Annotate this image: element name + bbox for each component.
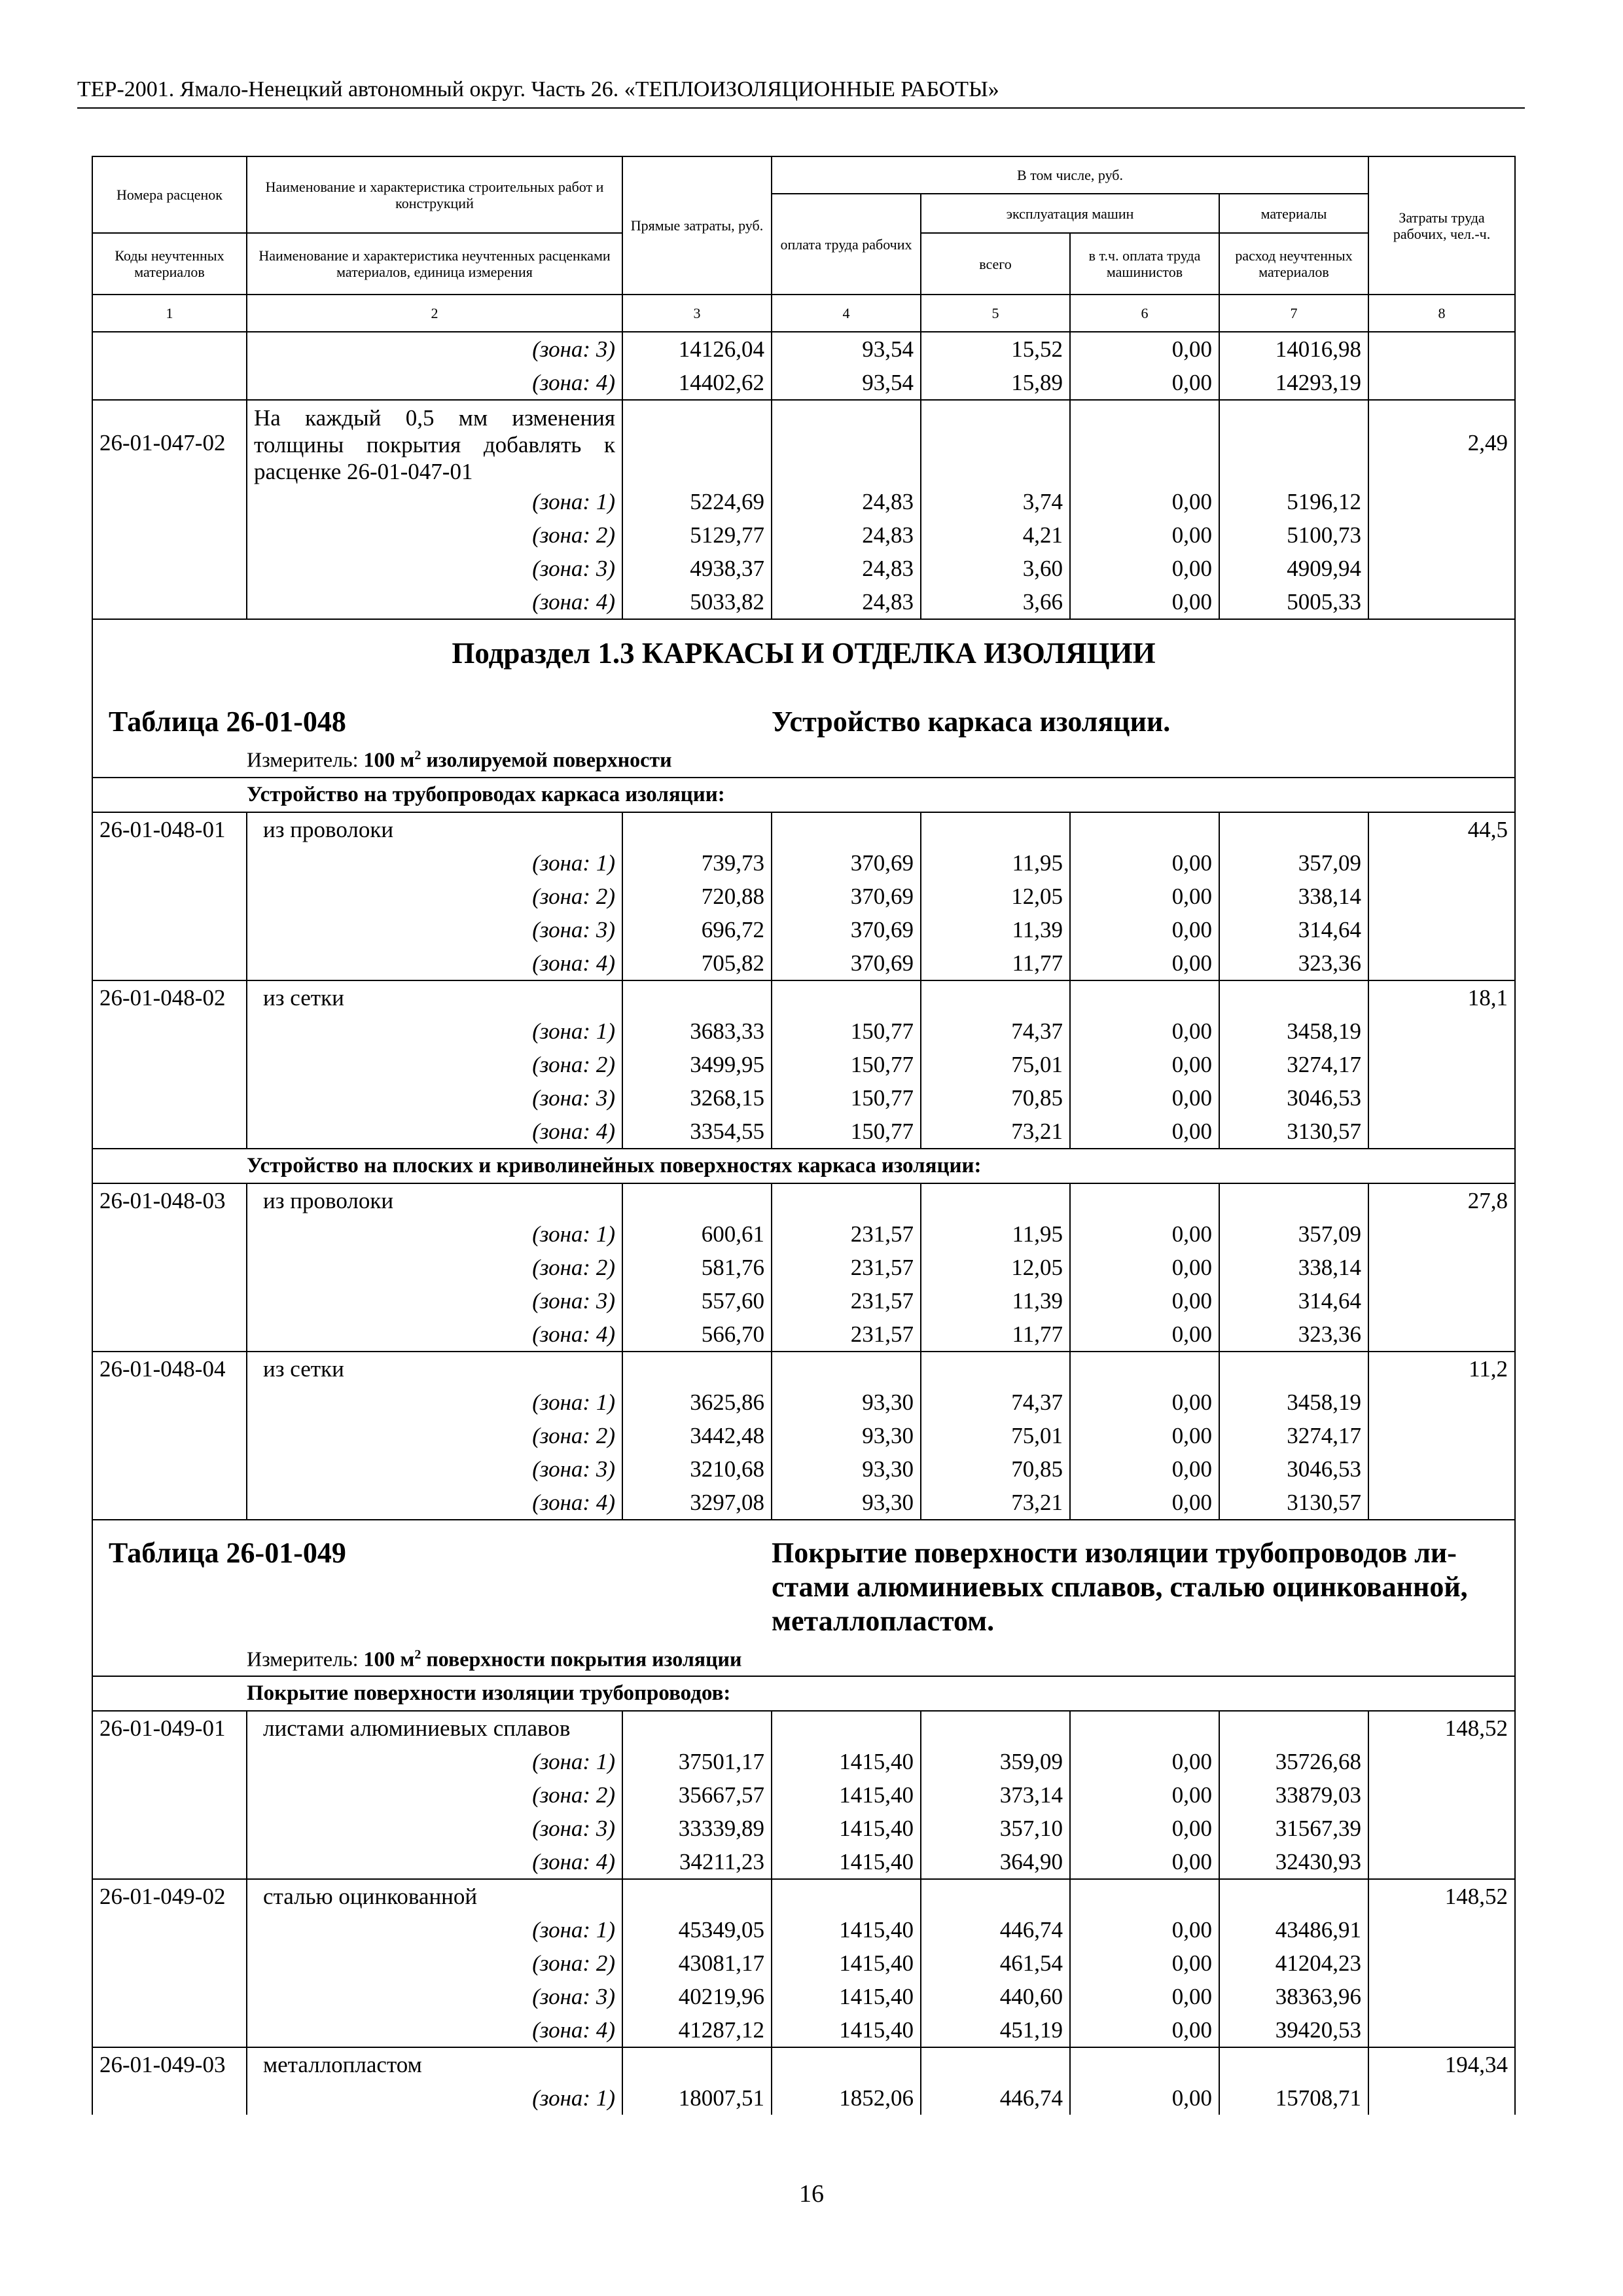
value-cell: 314,64 bbox=[1219, 913, 1368, 946]
table-row bbox=[92, 2047, 1515, 2081]
rate-name: из сетки bbox=[247, 980, 622, 1014]
value-cell: 0,00 bbox=[1070, 1386, 1219, 1419]
value-cell: 357,09 bbox=[1219, 1217, 1368, 1251]
value-cell: 70,85 bbox=[921, 1452, 1070, 1486]
value-cell: 557,60 bbox=[622, 1284, 772, 1318]
value-cell: 1415,40 bbox=[772, 1845, 921, 1879]
value-cell: 739,73 bbox=[622, 846, 772, 880]
value-cell: 40219,96 bbox=[622, 1980, 772, 2013]
rate-name: металлопластом bbox=[247, 2047, 622, 2081]
value-cell: 370,69 bbox=[772, 880, 921, 913]
table-row bbox=[92, 400, 1515, 485]
value-cell: 11,39 bbox=[921, 913, 1070, 946]
value-cell: 0,00 bbox=[1070, 846, 1219, 880]
value-cell: 0,00 bbox=[1070, 1913, 1219, 1946]
table-label: Таблица 26-01-048 bbox=[92, 705, 772, 739]
subsection-title: Подраздел 1.3 КАРКАСЫ И ОТДЕЛКА ИЗОЛЯЦИИ bbox=[92, 619, 1515, 676]
value-cell: 440,60 bbox=[921, 1980, 1070, 2013]
value-cell: 357,10 bbox=[921, 1812, 1070, 1845]
zone-label: (зона: 4) bbox=[247, 2013, 622, 2047]
zone-label: (зона: 2) bbox=[247, 1251, 622, 1284]
value-cell: 3458,19 bbox=[1219, 1386, 1368, 1419]
value-cell: 0,00 bbox=[1070, 1845, 1219, 1879]
value-cell: 323,36 bbox=[1219, 1318, 1368, 1352]
table-row: (зона: 1) 5224,69 24,83 3,74 0,00 5196,12 bbox=[92, 485, 1515, 518]
rate-code: 26-01-047-02 bbox=[92, 400, 247, 485]
zone-label: (зона: 4) bbox=[247, 946, 622, 980]
value-cell: 11,95 bbox=[921, 846, 1070, 880]
zone-row bbox=[92, 1486, 1515, 1520]
value-cell: 0,00 bbox=[1070, 1014, 1219, 1048]
table-row bbox=[92, 1352, 1515, 1386]
rate-labor: 2,49 bbox=[1368, 400, 1515, 485]
rate-labor: 194,34 bbox=[1368, 2047, 1515, 2081]
value-cell: 3046,53 bbox=[1219, 1452, 1368, 1486]
value-cell: 0,00 bbox=[1070, 1048, 1219, 1081]
zone-row bbox=[92, 1251, 1515, 1284]
rate-name: листами алюминиевых сплавов bbox=[247, 1711, 622, 1745]
zone-row bbox=[92, 846, 1515, 880]
value-cell: 446,74 bbox=[921, 2081, 1070, 2115]
value-cell: 33879,03 bbox=[1219, 1778, 1368, 1812]
group-heading: Устройство на плоских и криволинейных поверхностях каркаса изоляции: bbox=[247, 1149, 1515, 1183]
zone-row bbox=[92, 1386, 1515, 1419]
rate-code: 26-01-048-02 bbox=[92, 980, 247, 1014]
value-cell: 39420,53 bbox=[1219, 2013, 1368, 2047]
value-cell: 150,77 bbox=[772, 1048, 921, 1081]
rate-labor: 18,1 bbox=[1368, 980, 1515, 1014]
zone-label: (зона: 2) bbox=[247, 1778, 622, 1812]
zone-label: (зона: 1) bbox=[247, 846, 622, 880]
value-cell: 0,00 bbox=[1070, 1486, 1219, 1520]
value-cell: 3354,55 bbox=[622, 1115, 772, 1149]
zone-label: (зона: 3) bbox=[247, 1812, 622, 1845]
value-cell: 3297,08 bbox=[622, 1486, 772, 1520]
zone-row bbox=[92, 1946, 1515, 1980]
zone-row bbox=[92, 1115, 1515, 1149]
col-head-materials: материалы bbox=[1219, 194, 1368, 233]
value-cell: 0,00 bbox=[1070, 1115, 1219, 1149]
value-cell: 41204,23 bbox=[1219, 1946, 1368, 1980]
zone-row bbox=[92, 1812, 1515, 1845]
measure-unit: Измеритель: 100 $м^2$ поверхности покрытия изоляции bbox=[247, 1638, 1515, 1677]
value-cell: 3625,86 bbox=[622, 1386, 772, 1419]
value-cell: 446,74 bbox=[921, 1913, 1070, 1946]
zone-row bbox=[92, 1217, 1515, 1251]
zone-label: (зона: 3) bbox=[247, 1284, 622, 1318]
value-cell: 32430,93 bbox=[1219, 1845, 1368, 1879]
zone-row bbox=[92, 1913, 1515, 1946]
table-row: (зона: 4) 5033,82 24,83 3,66 0,00 5005,33 bbox=[92, 585, 1515, 619]
measure-unit: Измеритель: 100 $м^2$ изолируемой поверхности bbox=[247, 739, 1515, 778]
value-cell: 3458,19 bbox=[1219, 1014, 1368, 1048]
rates-table bbox=[92, 156, 1516, 2115]
value-cell: 93,30 bbox=[772, 1386, 921, 1419]
value-cell: 461,54 bbox=[921, 1946, 1070, 1980]
col-num-2: 2 bbox=[247, 295, 622, 332]
zone-label: (зона: 2) bbox=[247, 1048, 622, 1081]
col-head-labor: Затраты труда рабочих, чел.-ч. bbox=[1368, 156, 1515, 295]
zone-row bbox=[92, 1081, 1515, 1115]
value-cell: 75,01 bbox=[921, 1048, 1070, 1081]
value-cell: 0,00 bbox=[1070, 1318, 1219, 1352]
value-cell: 3274,17 bbox=[1219, 1419, 1368, 1452]
zone-label: (зона: 4) bbox=[247, 1115, 622, 1149]
value-cell: 11,39 bbox=[921, 1284, 1070, 1318]
group-heading: Устройство на трубопроводах каркаса изоляции: bbox=[247, 778, 1515, 812]
col-head-including: В том числе, руб. bbox=[772, 156, 1368, 194]
col-head-wage: оплата труда рабочих bbox=[772, 194, 921, 295]
value-cell: 12,05 bbox=[921, 880, 1070, 913]
table-row bbox=[92, 1183, 1515, 1217]
value-cell: 1415,40 bbox=[772, 1913, 921, 1946]
value-cell: 581,76 bbox=[622, 1251, 772, 1284]
value-cell: 31567,39 bbox=[1219, 1812, 1368, 1845]
table-header bbox=[92, 156, 1515, 332]
zone-label: (зона: 1) bbox=[247, 1014, 622, 1048]
value-cell: 93,30 bbox=[772, 1486, 921, 1520]
value-cell: 150,77 bbox=[772, 1115, 921, 1149]
value-cell: 3046,53 bbox=[1219, 1081, 1368, 1115]
zone-label: (зона: 2) bbox=[247, 880, 622, 913]
page-number: 16 bbox=[799, 2180, 824, 2208]
zone-row bbox=[92, 2081, 1515, 2115]
zone-row bbox=[92, 1452, 1515, 1486]
page-header: ТЕР-2001. Ямало-Ненецкий автономный округ. Часть 26. «ТЕПЛОИЗОЛЯЦИОННЫЕ РАБОТЫ» bbox=[77, 77, 1525, 109]
zone-label: (зона: 3) bbox=[247, 1452, 622, 1486]
rate-code: 26-01-048-03 bbox=[92, 1183, 247, 1217]
value-cell: 93,30 bbox=[772, 1452, 921, 1486]
value-cell: 338,14 bbox=[1219, 1251, 1368, 1284]
value-cell: 314,64 bbox=[1219, 1284, 1368, 1318]
col-head-direct: Прямые затраты, руб. bbox=[622, 156, 772, 295]
value-cell: 34211,23 bbox=[622, 1845, 772, 1879]
col-head-number: Номера расценок bbox=[92, 156, 247, 233]
value-cell: 43486,91 bbox=[1219, 1913, 1368, 1946]
table-row: (зона: 3) 4938,37 24,83 3,60 0,00 4909,94 bbox=[92, 552, 1515, 585]
value-cell: 359,09 bbox=[921, 1745, 1070, 1778]
rate-name: из проволоки bbox=[247, 1183, 622, 1217]
table-row: (зона: 3) 14126,04 93,54 15,52 0,00 14016,98 bbox=[92, 332, 1515, 366]
value-cell: 73,21 bbox=[921, 1115, 1070, 1149]
value-cell: 0,00 bbox=[1070, 1745, 1219, 1778]
col-num-4: 4 bbox=[772, 295, 921, 332]
rate-code: 26-01-049-03 bbox=[92, 2047, 247, 2081]
zone-row bbox=[92, 1419, 1515, 1452]
value-cell: 0,00 bbox=[1070, 1251, 1219, 1284]
value-cell: 35667,57 bbox=[622, 1778, 772, 1812]
rate-name: из проволоки bbox=[247, 812, 622, 846]
value-cell: 74,37 bbox=[921, 1014, 1070, 1048]
zone-row bbox=[92, 2013, 1515, 2047]
value-cell: 0,00 bbox=[1070, 1284, 1219, 1318]
value-cell: 373,14 bbox=[921, 1778, 1070, 1812]
value-cell: 0,00 bbox=[1070, 1946, 1219, 1980]
col-head-unaccounted: расход неучтенных материалов bbox=[1219, 233, 1368, 295]
value-cell: 3683,33 bbox=[622, 1014, 772, 1048]
rate-code: 26-01-048-04 bbox=[92, 1352, 247, 1386]
value-cell: 1852,06 bbox=[772, 2081, 921, 2115]
value-cell: 0,00 bbox=[1070, 880, 1219, 913]
rate-labor: 148,52 bbox=[1368, 1879, 1515, 1913]
value-cell: 705,82 bbox=[622, 946, 772, 980]
rate-labor: 27,8 bbox=[1368, 1183, 1515, 1217]
zone-row bbox=[92, 1318, 1515, 1352]
value-cell: 0,00 bbox=[1070, 2081, 1219, 2115]
value-cell: 11,77 bbox=[921, 1318, 1070, 1352]
value-cell: 364,90 bbox=[921, 1845, 1070, 1879]
zone-row bbox=[92, 880, 1515, 913]
value-cell: 70,85 bbox=[921, 1081, 1070, 1115]
rate-name: из сетки bbox=[247, 1352, 622, 1386]
zone-label: (зона: 1) bbox=[247, 1386, 622, 1419]
value-cell: 1415,40 bbox=[772, 1745, 921, 1778]
value-cell: 1415,40 bbox=[772, 2013, 921, 2047]
value-cell: 18007,51 bbox=[622, 2081, 772, 2115]
value-cell: 231,57 bbox=[772, 1251, 921, 1284]
value-cell: 370,69 bbox=[772, 913, 921, 946]
rate-code: 26-01-049-02 bbox=[92, 1879, 247, 1913]
value-cell: 370,69 bbox=[772, 846, 921, 880]
rate-labor: 148,52 bbox=[1368, 1711, 1515, 1745]
value-cell: 3130,57 bbox=[1219, 1115, 1368, 1149]
col-num-3: 3 bbox=[622, 295, 772, 332]
rate-labor: 11,2 bbox=[1368, 1352, 1515, 1386]
table-row bbox=[92, 1711, 1515, 1745]
table-row: (зона: 4) 14402,62 93,54 15,89 0,00 14293,19 bbox=[92, 366, 1515, 400]
col-num-6: 6 bbox=[1070, 295, 1219, 332]
zone-label: (зона: 2) bbox=[247, 1946, 622, 1980]
value-cell: 357,09 bbox=[1219, 846, 1368, 880]
value-cell: 720,88 bbox=[622, 880, 772, 913]
value-cell: 1415,40 bbox=[772, 1980, 921, 2013]
value-cell: 11,77 bbox=[921, 946, 1070, 980]
value-cell: 3268,15 bbox=[622, 1081, 772, 1115]
value-cell: 696,72 bbox=[622, 913, 772, 946]
value-cell: 75,01 bbox=[921, 1419, 1070, 1452]
value-cell: 0,00 bbox=[1070, 1980, 1219, 2013]
value-cell: 0,00 bbox=[1070, 913, 1219, 946]
zone-row bbox=[92, 913, 1515, 946]
zone-row bbox=[92, 1845, 1515, 1879]
zone-row bbox=[92, 1980, 1515, 2013]
zone-row bbox=[92, 1048, 1515, 1081]
zone-label: (зона: 1) bbox=[247, 2081, 622, 2115]
value-cell: 12,05 bbox=[921, 1251, 1070, 1284]
zone-label: (зона: 3) bbox=[247, 1980, 622, 2013]
col-head-total: всего bbox=[921, 233, 1070, 295]
value-cell: 74,37 bbox=[921, 1386, 1070, 1419]
value-cell: 93,30 bbox=[772, 1419, 921, 1452]
value-cell: 33339,89 bbox=[622, 1812, 772, 1845]
value-cell: 150,77 bbox=[772, 1014, 921, 1048]
col-head-machinist-wage: в т.ч. оплата труда машинистов bbox=[1070, 233, 1219, 295]
rate-labor: 44,5 bbox=[1368, 812, 1515, 846]
value-cell: 1415,40 bbox=[772, 1778, 921, 1812]
value-cell: 231,57 bbox=[772, 1284, 921, 1318]
zone-label: (зона: 1) bbox=[247, 1217, 622, 1251]
zone-row bbox=[92, 1778, 1515, 1812]
col-head-codes: Коды неучтенных материалов bbox=[92, 233, 247, 295]
value-cell: 0,00 bbox=[1070, 1419, 1219, 1452]
col-num-1: 1 bbox=[92, 295, 247, 332]
value-cell: 3499,95 bbox=[622, 1048, 772, 1081]
value-cell: 11,95 bbox=[921, 1217, 1070, 1251]
value-cell: 338,14 bbox=[1219, 880, 1368, 913]
zone-label: (зона: 2) bbox=[247, 1419, 622, 1452]
value-cell: 231,57 bbox=[772, 1318, 921, 1352]
value-cell: 0,00 bbox=[1070, 2013, 1219, 2047]
col-num-5: 5 bbox=[921, 295, 1070, 332]
value-cell: 323,36 bbox=[1219, 946, 1368, 980]
col-num-8: 8 bbox=[1368, 295, 1515, 332]
table-row bbox=[92, 812, 1515, 846]
value-cell: 1415,40 bbox=[772, 1812, 921, 1845]
value-cell: 45349,05 bbox=[622, 1913, 772, 1946]
table-row bbox=[92, 1879, 1515, 1913]
value-cell: 0,00 bbox=[1070, 1217, 1219, 1251]
value-cell: 0,00 bbox=[1070, 946, 1219, 980]
value-cell: 43081,17 bbox=[622, 1946, 772, 1980]
value-cell: 38363,96 bbox=[1219, 1980, 1368, 2013]
rate-code: 26-01-048-01 bbox=[92, 812, 247, 846]
value-cell: 15708,71 bbox=[1219, 2081, 1368, 2115]
zone-label: (зона: 4) bbox=[247, 1845, 622, 1879]
zone-label: (зона: 3) bbox=[247, 1081, 622, 1115]
table-label: Таблица 26-01-049 bbox=[92, 1536, 772, 1638]
value-cell: 3442,48 bbox=[622, 1419, 772, 1452]
value-cell: 370,69 bbox=[772, 946, 921, 980]
zone-row bbox=[92, 1745, 1515, 1778]
value-cell: 37501,17 bbox=[622, 1745, 772, 1778]
rate-code: 26-01-049-01 bbox=[92, 1711, 247, 1745]
value-cell: 0,00 bbox=[1070, 1452, 1219, 1486]
col-num-7: 7 bbox=[1219, 295, 1368, 332]
value-cell: 0,00 bbox=[1070, 1778, 1219, 1812]
value-cell: 600,61 bbox=[622, 1217, 772, 1251]
table-row bbox=[92, 980, 1515, 1014]
table-title: Покрытие поверхности изоляции трубопроводов ли- стами алюминиевых сплавов, сталью оцинкованной, металлопластом. bbox=[772, 1536, 1515, 1638]
value-cell: 3130,57 bbox=[1219, 1486, 1368, 1520]
zone-row bbox=[92, 1014, 1515, 1048]
value-cell: 1415,40 bbox=[772, 1946, 921, 1980]
zone-row bbox=[92, 946, 1515, 980]
value-cell: 3210,68 bbox=[622, 1452, 772, 1486]
col-head-name2: Наименование и характеристика неучтенных расценками материалов, единица измерения bbox=[247, 233, 622, 295]
value-cell: 231,57 bbox=[772, 1217, 921, 1251]
col-head-machines: эксплуатация машин bbox=[921, 194, 1219, 233]
col-head-name: Наименование и характеристика строительных работ и конструкций bbox=[247, 156, 622, 233]
value-cell: 0,00 bbox=[1070, 1812, 1219, 1845]
table-title: Устройство каркаса изоляции. bbox=[772, 705, 1515, 739]
group-heading: Покрытие поверхности изоляции трубопроводов: bbox=[247, 1676, 1515, 1711]
value-cell: 73,21 bbox=[921, 1486, 1070, 1520]
rates-table-wrapper bbox=[92, 156, 1514, 2115]
zone-label: (зона: 3) bbox=[247, 913, 622, 946]
value-cell: 566,70 bbox=[622, 1318, 772, 1352]
rate-name: сталью оцинкованной bbox=[247, 1879, 622, 1913]
zone-label: (зона: 4) bbox=[247, 1318, 622, 1352]
zone-label: (зона: 4) bbox=[247, 1486, 622, 1520]
zone-label: (зона: 1) bbox=[247, 1913, 622, 1946]
table-row: (зона: 2) 5129,77 24,83 4,21 0,00 5100,73 bbox=[92, 518, 1515, 552]
value-cell: 451,19 bbox=[921, 2013, 1070, 2047]
value-cell: 150,77 bbox=[772, 1081, 921, 1115]
value-cell: 3274,17 bbox=[1219, 1048, 1368, 1081]
zone-label: (зона: 1) bbox=[247, 1745, 622, 1778]
value-cell: 35726,68 bbox=[1219, 1745, 1368, 1778]
value-cell: 41287,12 bbox=[622, 2013, 772, 2047]
value-cell: 0,00 bbox=[1070, 1081, 1219, 1115]
rate-name: На каждый 0,5 мм изменения толщины покрытия добавлять к расценке 26-01-047-01 bbox=[247, 400, 622, 485]
zone-row bbox=[92, 1284, 1515, 1318]
